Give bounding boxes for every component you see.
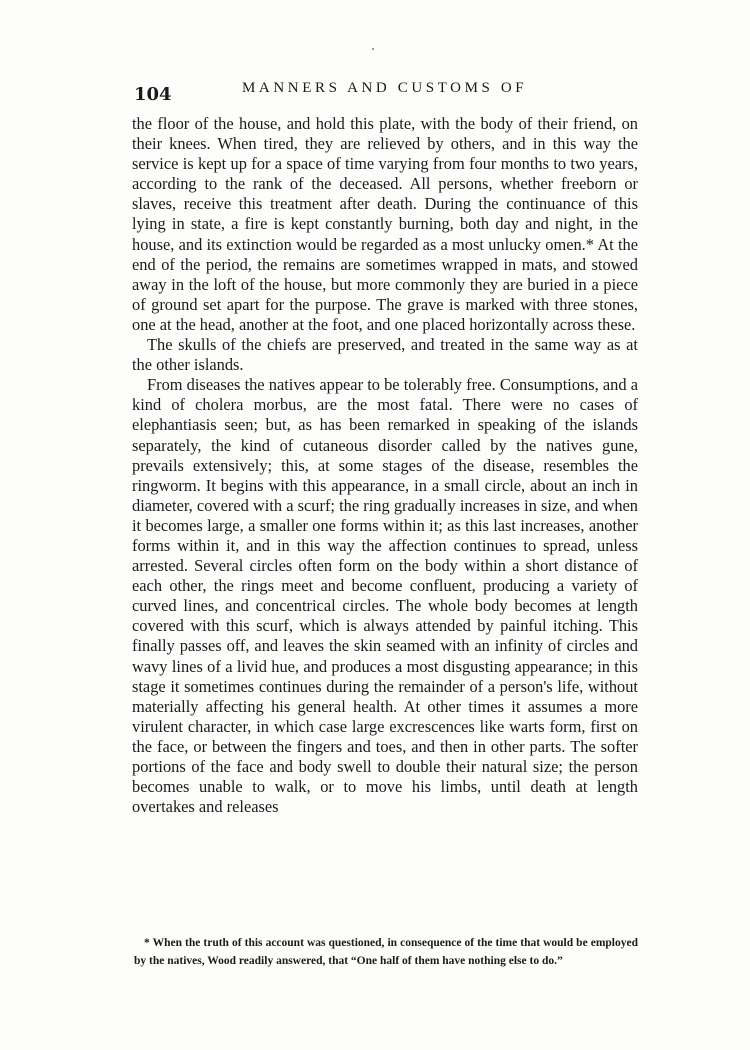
page-header <box>134 80 639 110</box>
footnote: * When the truth of this account was questioned, in consequence of the time that would be employed by the natives, Wood readily answered, that “One half of them have nothing else to do.” <box>134 937 638 967</box>
running-head: MANNERS AND CUSTOMS OF <box>242 80 528 96</box>
paragraph-diseases: From diseases the natives appear to be tolerably free. Consumptions, and a kind of cholera morbus, are the most fatal. There were no cases of elephantiasis seen; but, as has been remarked in speaking of the islands separately, the kind of cutaneous disorder called by the natives gune, prevails extensively; this, at some stages of the disease, resembles the ringworm. It begins with this appearance, in a small circle, about an inch in diameter, covered with a scurf; the ring gradually increases in size, and when it becomes large, a smaller one forms within it; as this last increases, another forms within it, and in this way the affection continues to spread, unless arrested. Several circles often form on the body within a short distance of each other, the rings meet and become confluent, producing a variety of curved lines, and concentrical circles. The whole body becomes at length covered with this scurf, which is always attended by painful itching. This finally passes off, and leaves the skin seamed with an infinity of circles and wavy lines of a livid hue, and produces a most disgusting appearance; in this stage it sometimes continues during the remainder of a person's life, without materially affecting his general health. At other times it assumes a more virulent character, in which case large excrescences like warts form, first on the face, or between the fingers and toes, and then in other parts. The softer portions of the face and body swell to double their natural size; the person becomes unable to walk, or to move his limbs, until death at length overtakes and releases <box>132 375 638 817</box>
print-speck <box>372 48 374 50</box>
footnote-area <box>134 934 638 970</box>
page-number: 104 <box>134 84 172 105</box>
body-text <box>132 114 638 817</box>
paragraph-continued: the floor of the house, and hold this plate, with the body of their friend, on their knees. When tired, they are relieved by others, and in this way the service is kept up for a space of time varying from four months to two years, according to the rank of the deceased. All persons, whether freeborn or slaves, receive this treatment after death. During the continuance of this lying in state, a fire is kept constantly burning, both day and night, in the house, and its extinction would be regarded as a most unlucky omen.* At the end of the period, the remains are sometimes wrapped in mats, and stowed away in the loft of the house, but more commonly they are buried in a piece of ground set apart for the purpose. The grave is marked with three stones, one at the head, another at the foot, and one placed horizontally across these. <box>132 114 638 334</box>
paragraph-skulls: The skulls of the chiefs are preserved, and treated in the same way as at the other islands. <box>132 335 638 375</box>
